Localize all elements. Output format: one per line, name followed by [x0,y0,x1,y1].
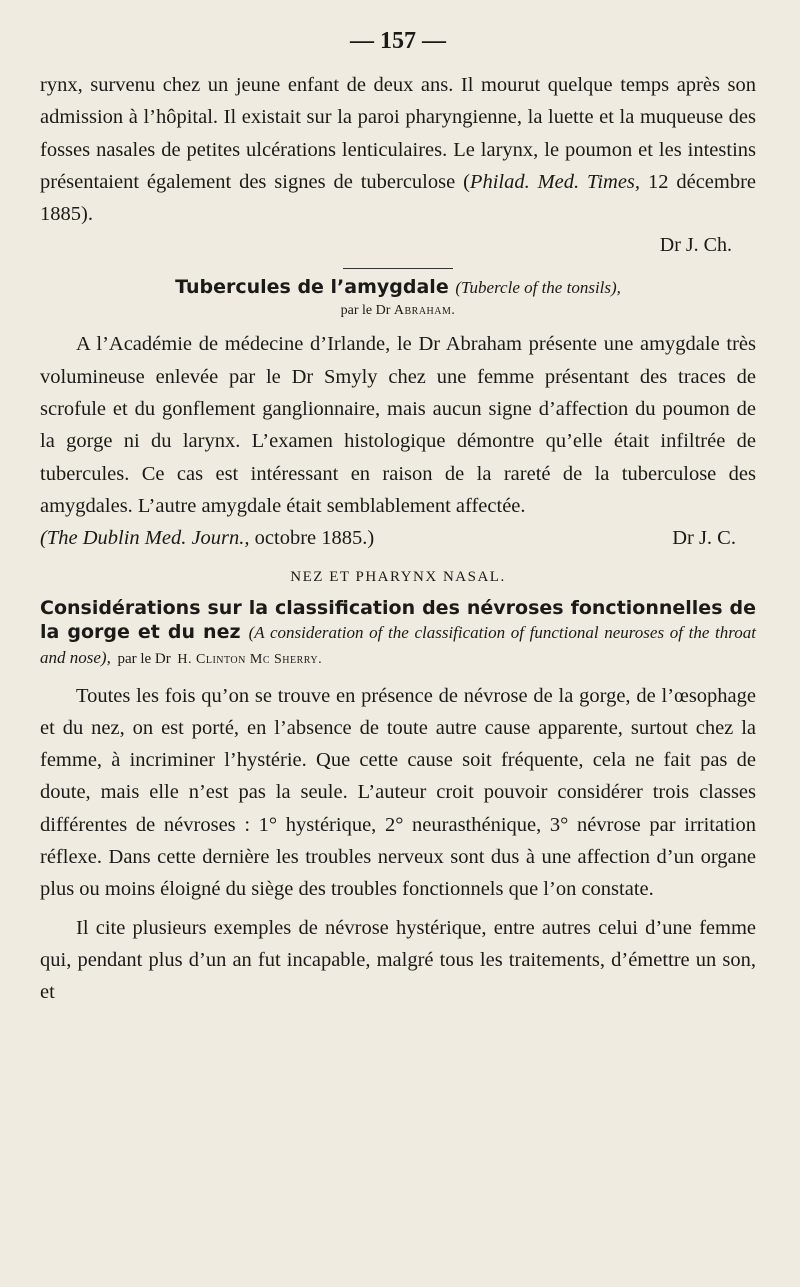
paragraph-2: A l’Académie de médecine d’Irlande, le Dr Abraham présente une amygdale très volumineuse enlevée par le Dr Smyly chez une femme présentant des traces de scrofule et du gonflement ganglionnaire, mais aucun signe d’affection du poumon de la gorge ni du larynx. L’examen histologique démontre qu’elle était infiltrée de tubercules. Ce cas est intéressant en raison de la rareté de la tuberculose des amygdales. L’autre amygdale était semblablement affectée. [40,333,756,517]
paragraph-1-text: rynx, survenu chez un jeune enfant de deux ans. Il mourut quelque temps après son admission à l’hôpital. Il existait sur la paroi pharyngienne, la luette et la muqueuse des fosses nasales de petites ulcérations lenticulaires. Le larynx, le poumon et les intestins présentaient également des signes de tuberculose ( [40,74,756,193]
article-subtitle-2: (A consideration of the classification of functional neuroses of the throat and nose), [40,622,756,667]
author-name-1: Abraham. [393,303,456,319]
author-name-2: H. Clinton Mc Sherry. [177,651,323,667]
article-title-1-text: Tubercules de l’amygdale [175,276,449,299]
citation-date-1: 12 décembre 1885). [40,170,757,226]
article-subtitle-1: (Tubercle of the tonsils), [455,278,621,298]
article-byline-1 [40,300,756,322]
section-header: NEZ ET PHARYNX NASAL. [290,568,506,585]
byline-prefix-2: par le Dr [117,650,171,667]
page [40,28,756,1009]
page-number: — 157 — [350,28,446,54]
article-title-1 [40,275,756,300]
paragraph-3: Toutes les fois qu’on se trouve en présence de névrose de la gorge, de l’œsophage et du nez, on est porté, en l’absence de toute autre cause apparente, surtout chez la femme, à incriminer l’hystérie. Que cette cause soit fréquente, cela ne fait pas de doute, mais elle n’est pas la seule. L’auteur croit pouvoir considérer trois classes différentes de névroses : 1° hystérique, 2° neurasthénique, 3° névrose par irritation réflexe. Dans cette dernière les troubles nerveux sont dus à une affection d’un organe plus ou moins éloigné du siège des troubles fonctionnels que l’on constate. [40,684,756,901]
article-title-2: Considérations sur la classification des névroses fonctionnelles de la gorge et du nez [40,596,756,643]
source-citation-1: Philad. Med. Times, [469,170,641,193]
paragraph-4: Il cite plusieurs exemples de névrose hystérique, entre autres celui d’une femme qui, pendant plus d’un an fut incapable, malgré tous les traitements, d’émettre un son, et [40,916,756,1004]
signoff-2: Dr J. C. [672,527,736,550]
byline-prefix-1: par le Dr [340,303,391,319]
citation-line-2 [40,522,756,554]
citation-date-2: octobre 1885.) [249,527,375,550]
article-heading-2 [40,596,756,672]
divider-rule [343,268,453,269]
signoff-1: Dr J. Ch. [659,234,732,257]
source-citation-2: (The Dublin Med. Journ., [40,527,250,550]
paragraph-1 [40,69,756,230]
